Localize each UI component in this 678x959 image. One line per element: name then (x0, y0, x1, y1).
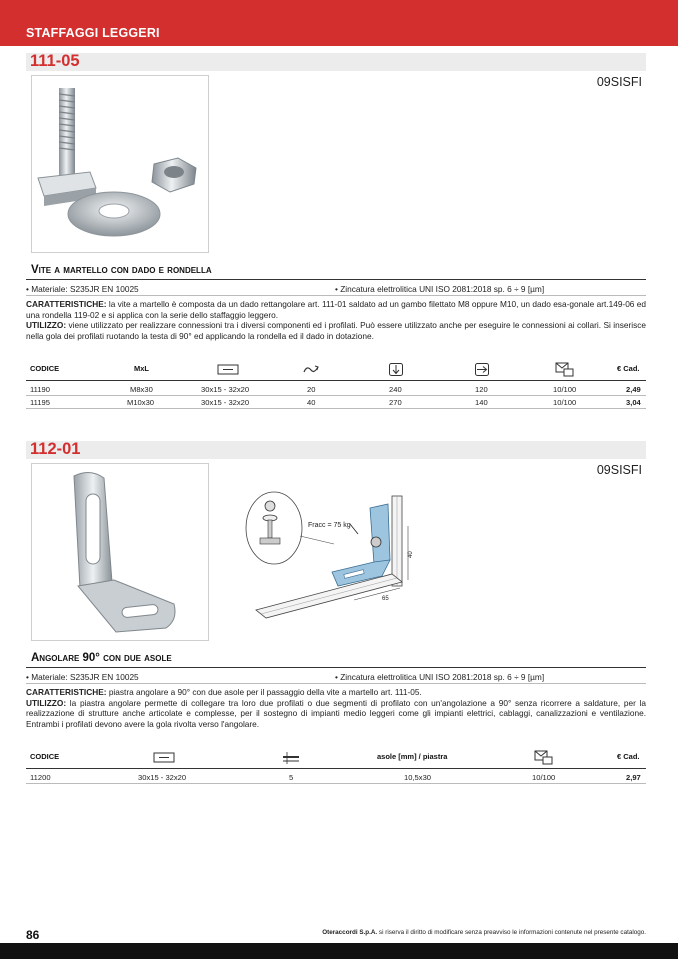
supplier-code: 09SISFI (596, 75, 642, 89)
dimension-height: 40 (408, 551, 414, 558)
cell-load-down: 240 (389, 385, 402, 394)
usage-label: UTILIZZO: (26, 697, 67, 708)
footer-company: Oteraccordi S.p.A. (322, 929, 378, 936)
cell-pack: 10/100 (532, 773, 556, 782)
divider (26, 279, 646, 280)
product-code: 111-05 (30, 52, 80, 70)
usage-text: la piastra angolare permette di collegare tra loro due profilati o due segmenti di profilato con un'angolazione a 90° senza ricorrere a saldature, per la realizzazione di strutture anche articolate e complesse, per il sostegno di impianti medio leggeri come gli impianti elettrici, cablaggi, canalizzazioni e ventilazione. Entrambi i profilati devono avere la gola rivolta verso l'angolare. (26, 697, 646, 729)
characteristics-text: la vite a martello è composta da un dado rettangolare art. 111-01 saldato ad un gambo filettato M8 oppure M10, un dado esa-gonale art.149-06 ed una rondella 119-02 e si applica con la serie dello staffaggio leggero. (26, 299, 646, 320)
product-description (26, 687, 646, 729)
cell-pack: 10/100 (553, 398, 577, 407)
angle-bracket-image (32, 464, 208, 640)
cell-mxl: M10x30 (127, 398, 155, 407)
cell-code: 11190 (30, 385, 50, 394)
dimension-width: 65 (382, 596, 389, 602)
col-header-code: CODICE (30, 752, 60, 761)
package-icon (534, 749, 554, 765)
usage-label: UTILIZZO: (26, 320, 67, 331)
col-header-code: CODICE (30, 364, 60, 373)
installation-diagram (236, 486, 436, 622)
product-title: Angolare 90° con due asole (31, 652, 172, 664)
cell-load-side: 120 (475, 385, 488, 394)
cell-price: 3,04 (626, 398, 641, 407)
cell-price: 2,97 (626, 773, 641, 782)
divider (26, 295, 646, 296)
section-title: STAFFAGGI LEGGERI (26, 26, 160, 40)
product-photo-angle-bracket (31, 463, 209, 641)
torque-icon (301, 362, 321, 376)
material-spec: • Materiale: S235JR EN 10025 (26, 672, 139, 682)
supplier-code: 09SISFI (596, 463, 642, 477)
cell-slots: 10,5x30 (404, 773, 432, 782)
cell-profile: 30x15 - 32x20 (138, 773, 187, 782)
header-bar (0, 0, 678, 46)
page-number: 86 (26, 928, 40, 942)
cell-torque: 20 (307, 385, 316, 394)
product-code-bar (26, 441, 646, 459)
force-label: Fracc = 75 kg (308, 522, 351, 529)
hammer-bolt-image (32, 76, 208, 252)
profile-icon (153, 752, 175, 763)
table-rule (26, 395, 646, 396)
cell-torque: 40 (307, 398, 316, 407)
product-photo-hammer-bolt (31, 75, 209, 253)
product-code: 112-01 (30, 440, 81, 458)
product-description (26, 299, 646, 341)
load-side-icon (474, 362, 490, 377)
footer-note-text: si riserva il diritto di modificare senza preavviso le informazioni contenute nel presente catalogo. (377, 929, 646, 936)
product-code-bar (26, 53, 646, 71)
col-header-price: € Cad. (617, 752, 640, 761)
cell-mxl: M8x30 (130, 385, 153, 394)
characteristics-label: CARATTERISTICHE: (26, 687, 107, 697)
col-header-slots: asole [mm] / piastra (377, 752, 448, 761)
col-header-mxl: MxL (134, 364, 149, 373)
table-rule (26, 380, 646, 381)
table-rule (26, 783, 646, 784)
profile-icon (217, 364, 239, 375)
package-icon (555, 361, 575, 377)
divider (26, 683, 646, 684)
divider (26, 667, 646, 668)
cell-load-down: 270 (389, 398, 402, 407)
col-header-price: € Cad. (617, 364, 640, 373)
cell-code: 11200 (30, 773, 51, 782)
usage-text: viene utilizzato per realizzare connessioni tra i diversi componenti ed i profilati. Può essere utilizzato anche per eseguire le connessioni ai collari. Si inserisce nella gola dei profilati ruotando la testa di 90° ed applicando la rondella ed il dado in dotazione. (26, 320, 646, 341)
cell-profile: 30x15 - 32x20 (201, 385, 250, 394)
product-title: Vite a martello con dado e rondella (31, 264, 212, 276)
load-down-icon (388, 362, 404, 377)
cell-price: 2,49 (626, 385, 641, 394)
characteristics-text: piastra angolare a 90° con due asole per il passaggio della vite a martello art. 111-05. (106, 687, 422, 697)
cell-load-side: 140 (475, 398, 488, 407)
cell-code: 11195 (30, 398, 50, 407)
cell-thickness: 5 (289, 773, 294, 782)
footer-disclaimer (322, 929, 646, 936)
footer-bar (0, 943, 678, 959)
finish-spec: • Zincatura elettrolitica UNI ISO 2081:2018 sp. 6 ÷ 9 [µm] (335, 284, 545, 294)
table-rule (26, 768, 646, 769)
cell-pack: 10/100 (553, 385, 577, 394)
characteristics-label: CARATTERISTICHE: (26, 299, 107, 309)
table-rule (26, 408, 646, 409)
thickness-icon (282, 751, 300, 765)
finish-spec: • Zincatura elettrolitica UNI ISO 2081:2018 sp. 6 ÷ 9 [µm] (335, 672, 545, 682)
material-spec: • Materiale: S235JR EN 10025 (26, 284, 139, 294)
cell-profile: 30x15 - 32x20 (201, 398, 250, 407)
